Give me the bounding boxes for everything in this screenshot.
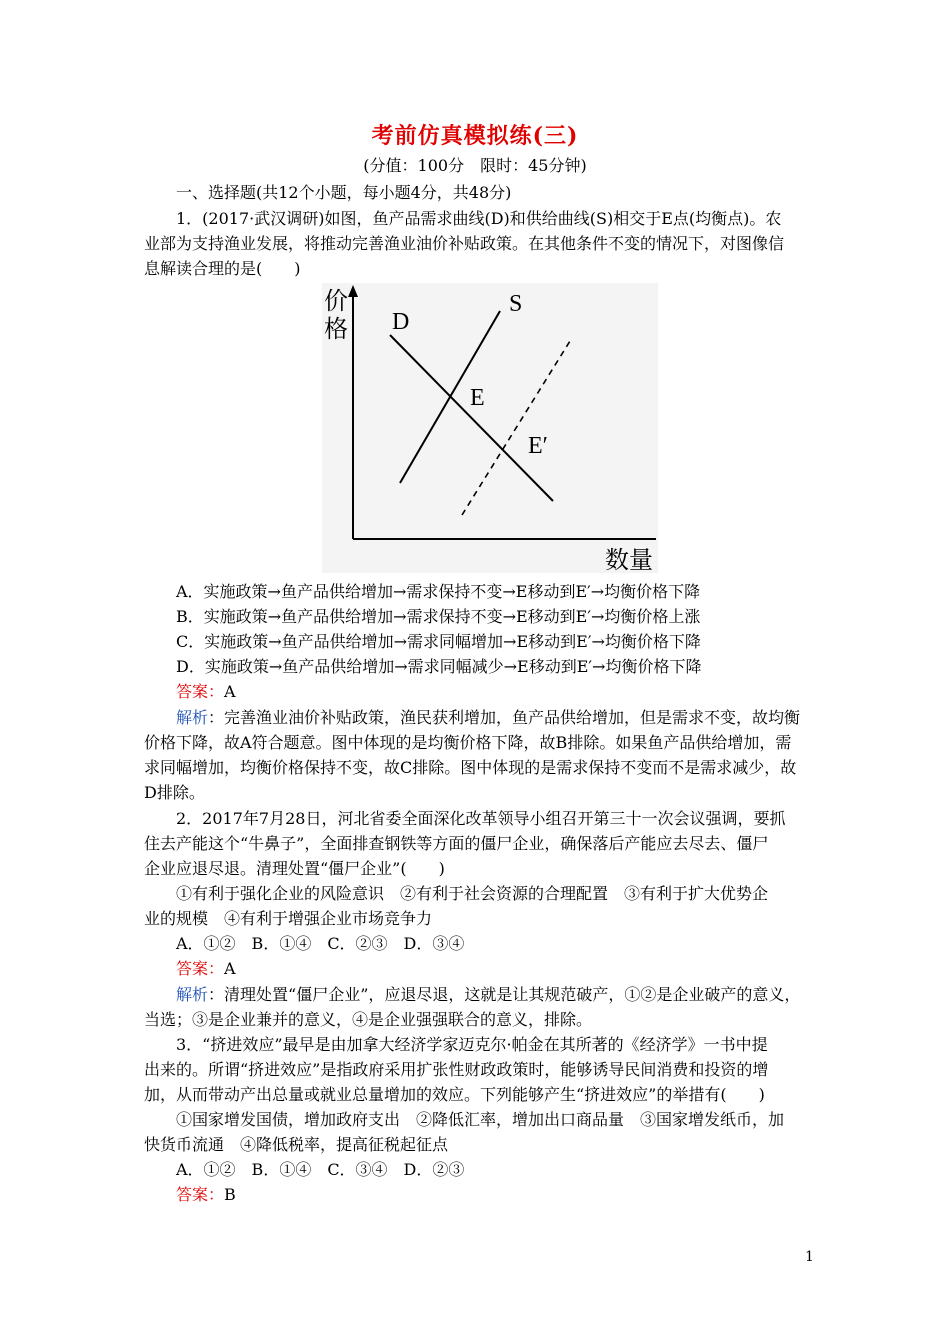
- q1-stem-line: 1．(2017·武汉调研)如图，鱼产品需求曲线(D)和供给曲线(S)相交于E点(均衡点)。农: [176, 209, 782, 228]
- answer-value: A: [224, 959, 236, 978]
- q3-items-line: ①国家增发国债，增加政府支出 ②降低汇率，增加出口商品量 ③国家增发纸币，加: [176, 1110, 785, 1129]
- q2-stem-line: 企业应退尽退。清理处置“僵尸企业”( ): [144, 859, 445, 878]
- supply-label: S: [509, 291, 523, 317]
- q2-options: A．①② B．①④ C．②③ D．③④: [176, 934, 465, 953]
- x-axis-label: 数量: [605, 546, 653, 573]
- analysis-text: ：完善渔业油价补贴政策，渔民获利增加，鱼产品供给增加，但是需求不变，故均衡: [208, 708, 801, 727]
- q1-option-a: A．实施政策→鱼产品供给增加→需求保持不变→E移动到E′→均衡价格下降: [176, 582, 701, 601]
- q1-stem-line: 业部为支持渔业发展，将推动完善渔业油价补贴政策。在其他条件不变的情况下，对图像信: [144, 234, 785, 253]
- answer-label: 答案：: [176, 682, 225, 701]
- demand-label: D: [392, 309, 410, 335]
- q1-answer: [176, 679, 236, 704]
- equilibrium-label: E: [470, 385, 485, 411]
- q3-answer: [176, 1182, 236, 1207]
- page-subtitle: (分值：100分 限时：45分钟): [363, 156, 587, 175]
- new-equilibrium-label: E′: [528, 433, 548, 459]
- q2-stem-line: 2．2017年7月28日，河北省委全面深化改革领导小组召开第三十一次会议强调，要抓: [176, 809, 786, 828]
- answer-value: B: [224, 1185, 236, 1204]
- y-axis-label-1: 价: [324, 287, 348, 315]
- q1-option-c: C．实施政策→鱼产品供给增加→需求同幅增加→E移动到E′→均衡价格下降: [176, 632, 701, 651]
- analysis-text: ：清理处置“僵尸企业”，应退尽退，这就是让其规范破产，①②是企业破产的意义，: [208, 985, 801, 1004]
- y-axis-label-2: 格: [324, 315, 348, 343]
- page-number: 1: [805, 1249, 814, 1265]
- q1-analysis-line: 求同幅增加，均衡价格保持不变，故C排除。图中体现的是需求保持不变而不是需求减少，故: [144, 758, 797, 777]
- q3-items-line: 快货币流通 ④降低税率，提高征税起征点: [144, 1135, 449, 1154]
- new-supply-curve: [462, 341, 570, 515]
- q3-stem-line: 加，从而带动产出总量或就业总量增加的效应。下列能够产生“挤进效应”的举措有( ): [144, 1085, 765, 1104]
- q2-analysis-line: 当选；③是企业兼并的意义，④是企业强强联合的意义，排除。: [144, 1010, 593, 1029]
- q3-stem-line: 出来的。所谓“挤进效应”是指政府采用扩张性财政政策时，能够诱导民间消费和投资的增: [144, 1060, 769, 1079]
- answer-label: 答案：: [176, 959, 225, 978]
- section-header: 一、选择题(共12个小题，每小题4分，共48分): [176, 183, 512, 202]
- q1-analysis-line: D排除。: [144, 783, 205, 802]
- supply-curve: [400, 311, 500, 483]
- answer-value: A: [224, 682, 236, 701]
- y-axis-arrow: [348, 285, 358, 297]
- q1-analysis-line: [176, 705, 800, 730]
- q2-stem-line: 住去产能这个“牛鼻子”，全面排查钢铁等方面的僵尸企业，确保落后产能应去尽去、僵尸: [144, 834, 769, 853]
- q1-option-d: D．实施政策→鱼产品供给增加→需求同幅减少→E移动到E′→均衡价格下降: [176, 657, 702, 676]
- q2-answer: [176, 956, 236, 981]
- analysis-label: 解析: [176, 708, 209, 727]
- q1-stem-line: 息解读合理的是( ): [144, 259, 301, 278]
- q2-items-line: ①有利于强化企业的风险意识 ②有利于社会资源的合理配置 ③有利于扩大优势企: [176, 884, 769, 903]
- q3-stem-line: 3．“挤进效应”最早是由加拿大经济学家迈克尔·帕金在其所著的《经济学》一书中提: [176, 1035, 768, 1054]
- page-title: 考前仿真模拟练(三): [371, 123, 579, 149]
- q1-option-b: B．实施政策→鱼产品供给增加→需求保持不变→E移动到E′→均衡价格上涨: [176, 607, 701, 626]
- q1-analysis-line: 价格下降，故A符合题意。图中体现的是均衡价格下降，故B排除。如果鱼产品供给增加，需: [144, 733, 792, 752]
- answer-label: 答案：: [176, 1185, 225, 1204]
- q2-items-line: 业的规模 ④有利于增强企业市场竞争力: [144, 909, 433, 928]
- q2-analysis-line: [176, 982, 800, 1007]
- supply-demand-figure: [322, 283, 658, 573]
- q3-options: A．①② B．①④ C．③④ D．②③: [176, 1160, 465, 1179]
- analysis-label: 解析: [176, 985, 209, 1004]
- supply-demand-diagram: [322, 283, 658, 573]
